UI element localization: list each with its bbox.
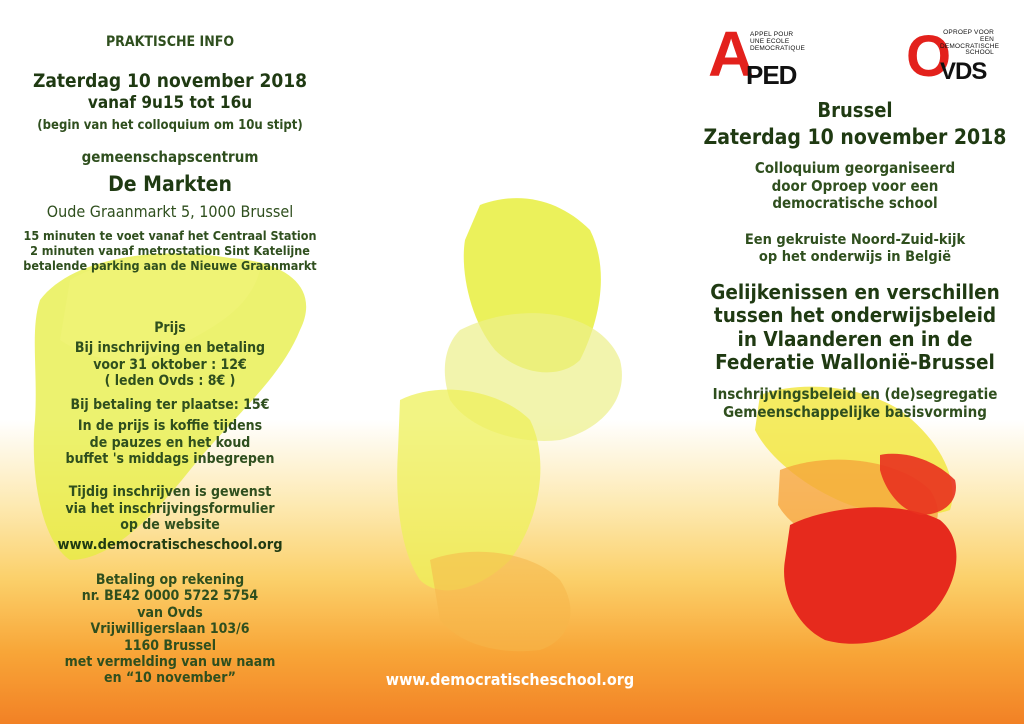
right-red-splash <box>784 507 956 643</box>
title-line: in Vlaanderen en in de <box>737 326 973 351</box>
topic-line: Inschrijvingsbeleid en (de)segregatie <box>712 385 998 403</box>
title-line: Gelijkenissen en verschillen <box>710 280 1000 304</box>
register-info <box>0 484 340 534</box>
subtitle-line: Een gekruiste Noord-Zuid-kijk <box>744 232 966 248</box>
organiser-line: door Oproep voor een <box>771 176 939 195</box>
included-line: In de prijs is koffie tijdens <box>77 418 263 434</box>
included-info <box>0 418 340 468</box>
aped-logo-letter: A <box>708 18 755 90</box>
payment-line: Vrijwilligerslaan 103/6 <box>90 621 250 638</box>
organiser-line: Colloquium georganiseerd <box>754 159 956 177</box>
main-title <box>690 281 1020 374</box>
payment-line: van Ovds <box>137 604 203 621</box>
payment-info <box>0 572 340 687</box>
access-line: 15 minuten te voet vanaf het Centraal Station <box>23 228 317 243</box>
start-note: (begin van het colloquium om 10u stipt) <box>37 118 303 133</box>
ovds-tag-line: DEMOCRATISCHE <box>940 42 1000 50</box>
included-line: de pauzes en het koud <box>89 434 251 451</box>
price-line: voor 31 oktober : 12€ <box>93 356 247 373</box>
aped-logo-tagline <box>750 32 805 52</box>
access-line: betalende parking aan de Nieuwe Graanmarkt <box>23 258 317 273</box>
venue-address: Oude Graanmarkt 5, 1000 Brussel <box>46 202 294 221</box>
left-website-link[interactable]: www.democratischeschool.org <box>57 537 283 553</box>
organiser-info <box>690 160 1020 213</box>
title-line: tussen het onderwijsbeleid <box>713 303 997 328</box>
ovds-logo-letter: O <box>906 24 952 89</box>
subtitle <box>690 232 1020 267</box>
price-heading: Prijs <box>154 320 186 336</box>
event-time: vanaf 9u15 tot 16u <box>87 93 253 113</box>
right-date: Zaterdag 10 november 2018 <box>703 125 1007 149</box>
title-line: Federatie Wallonië-Brussel <box>715 350 995 375</box>
topic-line: Gemeenschappelijke basisvorming <box>723 403 987 421</box>
ovds-logo <box>900 22 1000 96</box>
register-line: op de website <box>120 517 220 534</box>
ovds-logo-text: VDS <box>940 58 987 85</box>
register-line: via het inschrijvingsformulier <box>65 500 275 517</box>
ovds-tag-line: SCHOOL <box>965 49 994 57</box>
aped-tag-line: APPEL POUR <box>750 31 794 38</box>
ovds-logo-tagline <box>940 29 1000 57</box>
aped-logo <box>708 18 818 94</box>
included-line: buffet 's middags inbegrepen <box>65 451 275 468</box>
middle-website-link[interactable]: www.democratischeschool.org <box>385 670 635 689</box>
payment-line: en “10 november” <box>104 670 236 687</box>
middle-bottom-splash <box>430 552 570 651</box>
venue-type: gemeenschapscentrum <box>81 148 259 166</box>
aped-tag-line: UNE ECOLE <box>750 37 790 45</box>
practical-info-heading: PRAKTISCHE INFO <box>105 34 235 50</box>
payment-line: Betaling op rekening <box>95 572 245 588</box>
price-onsite: Bij betaling ter plaatse: 15€ <box>70 397 270 413</box>
ovds-tag-line: OPROEP VOOR EEN <box>943 29 994 43</box>
payment-line: nr. BE42 0000 5722 5754 <box>81 588 259 605</box>
register-line: Tijdig inschrijven is gewenst <box>68 484 272 500</box>
price-line: Bij inschrijving en betaling <box>74 340 266 356</box>
price-line: ( leden Ovds : 8€ ) <box>104 373 236 390</box>
event-date: Zaterdag 10 november 2018 <box>32 70 308 92</box>
organiser-line: democratische school <box>772 194 938 213</box>
payment-line: met vermelding van uw naam <box>64 653 276 670</box>
aped-tag-line: DEMOCRATIQUE <box>750 44 806 52</box>
aped-logo-text: PED <box>746 60 797 90</box>
price-info <box>0 340 340 390</box>
access-info <box>0 228 340 273</box>
payment-line: 1160 Brussel <box>123 637 217 654</box>
right-city: Brussel <box>817 98 893 122</box>
topics <box>690 385 1020 421</box>
subtitle-line: op het onderwijs in België <box>758 249 952 266</box>
access-line: 2 minuten vanaf metrostation Sint Katelijne <box>30 243 310 258</box>
venue-name: De Markten <box>108 172 232 196</box>
